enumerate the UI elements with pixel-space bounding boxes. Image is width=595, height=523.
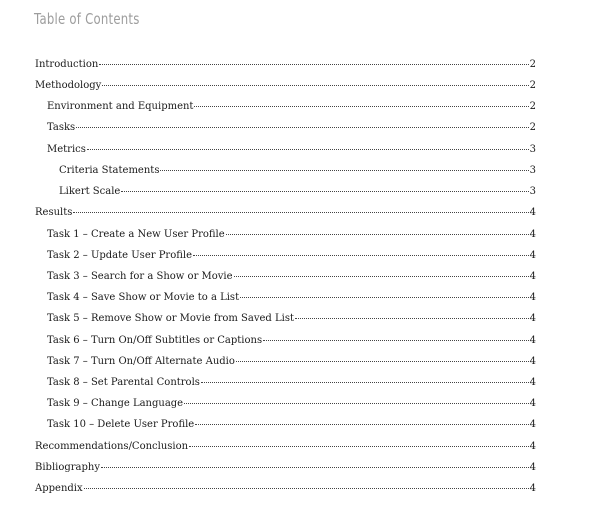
dot-leader	[102, 85, 528, 86]
toc-page-number: 4	[529, 462, 536, 473]
dot-leader	[73, 212, 528, 213]
dot-leader	[240, 297, 529, 298]
toc-page-number: 4	[529, 271, 536, 282]
toc-entry-task-2[interactable]	[47, 250, 536, 266]
toc-entry-label: Task 6 – Turn On/Off Subtitles or Captions	[47, 335, 263, 346]
toc-entry-task-4[interactable]	[47, 292, 536, 308]
dot-leader	[184, 403, 529, 404]
toc-entry-task-7[interactable]	[47, 356, 536, 372]
toc-entry-label: Task 3 – Search for a Show or Movie	[47, 271, 233, 282]
dot-leader	[236, 361, 529, 362]
toc-entry-label: Metrics	[47, 144, 86, 155]
toc-entry-label: Tasks	[47, 122, 76, 133]
toc-page-number: 4	[529, 441, 536, 452]
toc-page-number: 2	[529, 101, 536, 112]
dot-leader	[295, 318, 529, 319]
toc-entry-results[interactable]	[35, 207, 536, 223]
toc-entry-task-3[interactable]	[47, 271, 536, 287]
toc-entry-recommendations[interactable]	[35, 441, 536, 457]
toc-entry-task-1[interactable]	[47, 229, 536, 245]
toc-page-number: 2	[529, 80, 536, 91]
toc-page-number: 4	[529, 250, 536, 261]
dot-leader	[263, 340, 529, 341]
toc-entry-environment[interactable]	[47, 101, 536, 117]
toc-page-number: 3	[529, 144, 536, 155]
toc-page-number: 3	[529, 165, 536, 176]
toc-entry-bibliography[interactable]	[35, 462, 536, 478]
toc-entry-label: Task 10 – Delete User Profile	[47, 419, 195, 430]
dot-leader	[84, 488, 529, 489]
toc-entry-task-5[interactable]	[47, 313, 536, 329]
toc-page-number: 2	[529, 122, 536, 133]
toc-entry-introduction[interactable]	[35, 59, 536, 75]
toc-entry-label: Task 8 – Set Parental Controls	[47, 377, 200, 388]
toc-page-number: 4	[529, 483, 536, 494]
toc-entry-label: Task 1 – Create a New User Profile	[47, 229, 225, 240]
toc-entry-methodology[interactable]	[35, 80, 536, 96]
toc-entry-label: Task 4 – Save Show or Movie to a List	[47, 292, 240, 303]
dot-leader	[76, 127, 528, 128]
toc-entry-label: Methodology	[35, 80, 102, 91]
toc-page-number: 3	[529, 186, 536, 197]
toc-title: Table of Contents	[34, 10, 140, 28]
toc-entry-label: Task 5 – Remove Show or Movie from Saved List	[47, 313, 294, 324]
toc-entry-label: Appendix	[35, 483, 83, 494]
dot-leader	[195, 424, 528, 425]
toc-entry-label: Environment and Equipment	[47, 101, 194, 112]
dot-leader	[99, 64, 528, 65]
toc-page-number: 4	[529, 356, 536, 367]
dot-leader	[87, 149, 529, 150]
toc-entry-metrics[interactable]	[47, 144, 536, 160]
dot-leader	[226, 234, 529, 235]
toc-entry-label: Likert Scale	[59, 186, 121, 197]
toc-entry-label: Criteria Statements	[59, 165, 160, 176]
toc-entry-label: Task 2 – Update User Profile	[47, 250, 193, 261]
toc-page-number: 4	[529, 207, 536, 218]
toc-entry-label: Bibliography	[35, 462, 100, 473]
dot-leader	[101, 467, 529, 468]
toc-page-number: 4	[529, 398, 536, 409]
dot-leader	[201, 382, 529, 383]
dot-leader	[189, 446, 529, 447]
toc-entry-task-6[interactable]	[47, 335, 536, 351]
toc-entry-criteria-statements[interactable]	[59, 165, 536, 181]
toc-entry-label: Task 7 – Turn On/Off Alternate Audio	[47, 356, 235, 367]
toc-page-number: 4	[529, 419, 536, 430]
toc-entry-label: Task 9 – Change Language	[47, 398, 184, 409]
dot-leader	[193, 255, 529, 256]
toc-page-number: 4	[529, 377, 536, 388]
toc-page-number: 4	[529, 313, 536, 324]
dot-leader	[160, 170, 528, 171]
toc-entry-task-9[interactable]	[47, 398, 536, 414]
toc-entry-task-8[interactable]	[47, 377, 536, 393]
toc-page-number: 4	[529, 292, 536, 303]
toc-entry-label: Results	[35, 207, 73, 218]
toc-entry-appendix[interactable]	[35, 483, 536, 499]
toc-entry-tasks[interactable]	[47, 122, 536, 138]
dot-leader	[234, 276, 529, 277]
toc-entry-label: Introduction	[35, 59, 99, 70]
toc-entry-task-10[interactable]	[47, 419, 536, 435]
dot-leader	[194, 106, 528, 107]
toc-entry-label: Recommendations/Conclusion	[35, 441, 189, 452]
toc-page-number: 4	[529, 335, 536, 346]
dot-leader	[121, 191, 528, 192]
toc-entry-likert-scale[interactable]	[59, 186, 536, 202]
toc-page-number: 2	[529, 59, 536, 70]
toc-page-number: 4	[529, 229, 536, 240]
